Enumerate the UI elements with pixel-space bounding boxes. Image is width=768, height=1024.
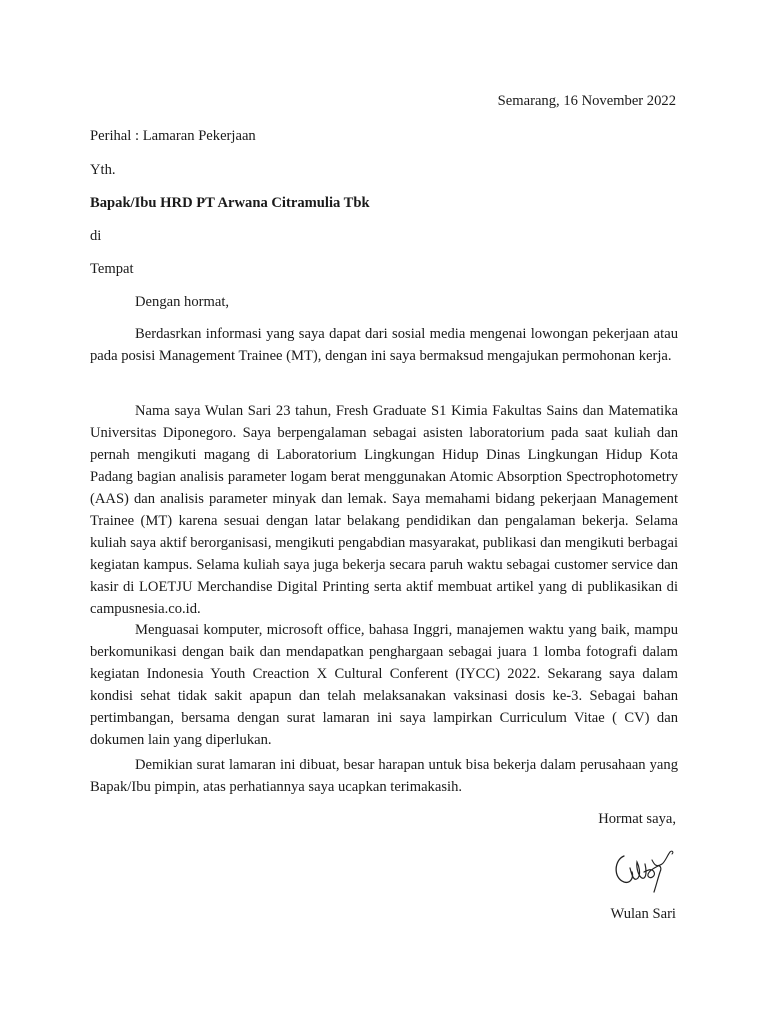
greeting: Dengan hormat,	[135, 294, 230, 310]
handwritten-signature	[610, 838, 680, 898]
recipient-place: Tempat	[90, 261, 134, 277]
paragraph-profile	[90, 400, 678, 620]
recipient-at: di	[90, 228, 102, 244]
paragraph-closing-text: Demikian surat lamaran ini dibuat, besar harapan untuk bisa bekerja dalam perusahaan yang Bapak/Ibu pimpin, atas perhatiannya saya ucapkan terimakasih.	[90, 757, 678, 795]
paragraph-closing	[90, 754, 678, 798]
place-date: Semarang, 16 November 2022	[497, 93, 676, 109]
paragraph-profile-text: Nama saya Wulan Sari 23 tahun, Fresh Graduate S1 Kimia Fakultas Sains dan Matematika Universitas Diponegoro. Saya berpengalaman sebagai asisten laboratorium pada saat kuliah dan pernah mengikuti magang di Laboratorium Lingkungan Hidup Dinas Lingkungan Hidup Kota Padang bagian analisis parameter logam berat menggunakan Atomic Absorption Spectrophotometry (AAS) dan analisis parameter minyak dan lemak. Saya memahami bidang pekerjaan Management Trainee (MT) karena sesuai dengan latar belakang pendidikan dan pengalaman bekerja. Selama kuliah saya aktif berorganisasi, mengikuti pengabdian masyarakat, publikasi dan mengikuti berbagai kegiatan kampus. Selama kuliah saya juga bekerja secara paruh waktu sebagai customer service dan kasir di LOETJU Merchandise Digital Printing serta aktif membuat artikel yang di publikasikan di campusnesia.co.id.	[90, 403, 678, 617]
closing-phrase: Hormat saya,	[598, 811, 676, 827]
salutation-to: Yth.	[90, 162, 116, 178]
recipient-name: Bapak/Ibu HRD PT Arwana Citramulia Tbk	[90, 195, 370, 211]
paragraph-skills-text: Menguasai komputer, microsoft office, bahasa Inggri, manajemen waktu yang baik, mampu berkomunikasi dengan baik dan mendapatkan penghargaan sebagai juara 1 lomba fotografi dalam kegiatan Indonesia Youth Creaction X Cultural Conferent (IYCC) 2022. Sekarang saya dalam kondisi sehat tidak sakit apapun dan telah melaksanakan vaksinasi dosis ke-3. Sebagai bahan pertimbangan, bersama dengan surat lamaran ini saya lampirkan Curriculum Vitae ( CV) dan dokumen lain yang diperlukan.	[90, 622, 678, 748]
paragraph-skills	[90, 619, 678, 751]
paragraph-intro	[90, 323, 678, 367]
subject-line: Perihal : Lamaran Pekerjaan	[90, 128, 256, 144]
paragraph-intro-text: Berdasrkan informasi yang saya dapat dari sosial media mengenai lowongan pekerjaan atau pada posisi Management Trainee (MT), dengan ini saya bermaksud mengajukan permohonan kerja.	[90, 326, 678, 364]
signer-name: Wulan Sari	[610, 906, 676, 922]
